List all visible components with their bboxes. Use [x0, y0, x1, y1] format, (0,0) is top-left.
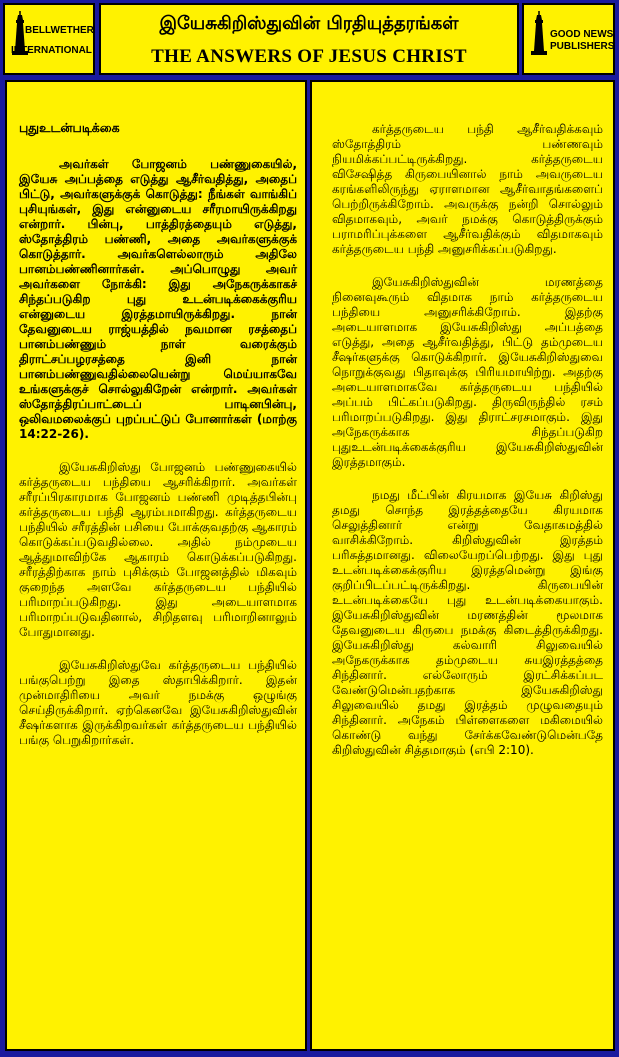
logo-line-2: INTERNATIONAL	[11, 45, 92, 56]
right-column	[310, 80, 615, 1051]
scripture-quote-paragraph: அவர்கள் போஜனம் பண்ணுகையில், இயேசு அப்பத்தை எடுத்து ஆசீர்வதித்து, அதைப் பிட்டு, அவர்களுக்குக் கொடுத்து: நீங்கள் வாங்கிப் புசியுங்கள், இது என்னுடைய சரீரமாயிருக்கிறது என்றார். பின்பு, பாத்திரத்தையும் எடுத்து, ஸ்தோத்திரம் பண்ணி, அதை அவர்களுக்குக் கொடுத்தார். அவர்களெல்லாரும் அதிலே பானம்பண்ணினார்கள். அப்பொழுது அவர் அவர்களை நோக்கி: இது அநேகருக்காகச் சிந்தப்படுகிற புது உடன்படிக்கைக்குரிய என்னுடைய இரத்தமாயிருக்கிறது. நான் தேவனுடைய ராஜ்யத்தில் நவமான ரசத்தைப் பானம்பண்ணும் நாள் வரைக்கும் திராட்சப்பழரசத்தை இனி நான் பானம்பண்ணுவதில்லையென்று மெய்யாகவே உங்களுக்குச் சொல்லுகிறேன் என்றார். அவர்கள் ஸ்தோத்திரப்பாட்டைப் பாடினபின்பு, ஒலிவமலைக்குப் புறப்பட்டுப் போனார்கள் (மாற்கு 14:22-26).	[19, 157, 297, 441]
page-header	[0, 0, 619, 80]
body-paragraph: இயேசுகிறிஸ்துவே கர்த்தருடைய பந்தியில் பங்குபெற்று இதை ஸ்தாபிக்கிறார். இதன் முன்மாதிரியை அவர் நமக்கு ஒழுங்கு செய்திருக்கிறார். ஏற்கெனவே இயேசுகிறிஸ்துவின் சீஷர்களாக இருக்கிறவர்கள் கர்த்தருடைய பந்தியில் பங்கு பெறுகிறார்கள்.	[19, 658, 297, 747]
body-paragraph: இயேசுகிறிஸ்துவின் மரணத்தை நினைவுகூரும் விதமாக நாம் கர்த்தருடைய பந்தியை அனுசரிக்கிறோம். இதற்கு அடையாளமாக இயேசுகிறிஸ்து அப்பத்தை எடுத்து, அதை ஆசீர்வதித்து, பிட்டு தம்முடைய சீஷர்களுக்கு கொடுக்கிறார். இயேசுகிறிஸ்துவை நொறுக்குவது பிதாவுக்கு பிரியமாயிற்று. அதற்கு அடையாளமாகவே கர்த்தருடைய பந்தியில் அப்பம் பிட்கப்படுகிறது. திருவிருந்தில் ரசம் பரிமாறப்படுகிறது. இது திராட்சரசமாகும். இது அநேகருக்காக சிந்தப்படுகிற புதுஉடன்படிக்கைக்குரிய இயேசுகிறிஸ்துவின் இரத்தமாகும்.	[332, 275, 603, 469]
logo-line-1: BELLWETHER	[25, 25, 94, 36]
logo-line-2: PUBLISHERS	[550, 41, 615, 52]
title-banner	[99, 3, 519, 75]
page-title-tamil: இயேசுகிறிஸ்துவின் பிரதியுத்தரங்கள்	[159, 13, 459, 34]
left-column	[5, 80, 307, 1051]
body-paragraph: கர்த்தருடைய பந்தி ஆசீர்வதிக்கவும் ஸ்தோத்திரம் பண்ணவும் நியமிக்கப்பட்டிருக்கிறது. கர்த்தருடைய விசேஷித்த கிருபையினால் நாம் அவருடைய கரங்களிலிருந்து ஏராளமான ஆசீர்வாதங்களைப் பெற்றிருக்கிறோம். அவருக்கு நன்றி சொல்லும் விதமாகவும், அவர் நமக்கு கொடுத்திருக்கும் பராமரிப்புக்களை ஆசீர்வதிக்கும் விதமாகவும் கர்த்தருடைய பந்தி அனுசரிக்கப்படுகிறது.	[332, 122, 603, 256]
good-news-publishers-logo	[522, 3, 615, 75]
section-heading: புதுஉடன்படிக்கை	[19, 120, 120, 135]
page-title-english: THE ANSWERS OF JESUS CHRIST	[151, 46, 467, 67]
body-paragraph: இயேசுகிறிஸ்து போஜனம் பண்ணுகையில் கர்த்தருடைய பந்தியை ஆசரிக்கிறார். அவர்கள் சரீரப்பிரகாரமாக போஜனம் பண்ணி முடித்தபின்பு கர்த்தருடைய பந்தி ஆரம்பமாகிறது. கர்த்தருடைய பந்தியில் சரீரத்தின் பசியை போக்குவதற்கு ஆகாரம் கொடுக்கப்படுவதில்லை. அதில் நம்முடைய ஆத்துமாவிற்கே ஆகாரம் கொடுக்கப்படுகிறது. சரீரத்திற்காக நாம் புசிக்கும் போஜனத்தில் மிகவும் குறைந்த அளவே கர்த்தருடைய பந்தியில் பரிமாறப்படுகிறது. இது அடையாளமாக பரிமாறப்படுவதினால், சிறிதளவு பரிமாறினாலும் போதுமானது.	[19, 460, 297, 639]
lighthouse-icon	[530, 11, 548, 57]
logo-line-1: GOOD NEWS	[550, 29, 614, 40]
bellwether-logo	[3, 3, 95, 75]
body-paragraph: நமது மீட்பின் கிரயமாக இயேசு கிறிஸ்து தமது சொந்த இரத்தத்தையே கிரயமாக செலுத்தினார் என்று வேதாகமத்தில் வாசிக்கிறோம். கிறிஸ்துவின் இரத்தம் பரிசுத்தமானது. விலையேறப்பெற்றது. இது புது உடன்படிக்கைக்குரிய இரத்தமென்று இங்கு குறிப்பிடப்பட்டிருக்கிறது. கிருபையின் உடன்படிக்கையே புது உடன்படிக்கையாகும். இயேசுகிறிஸ்துவின் மரணத்தின் மூலமாக தேவனுடைய கிருபை நமக்கு கிடைத்திருக்கிறது. இயேசுகிறிஸ்து கல்வாரி சிலுவையில் அநேகருக்காக தம்முடைய சுயஇரத்தத்தை சிந்தினார். எல்லோரும் இரட்சிக்கப்பட வேண்டுமென்பதற்காக இயேசுகிறிஸ்து சிலுவையில் தமது இரத்தம் முழுவதையும் சிந்தினார். அநேகம் பிள்ளைகளை மகிமையில் கொண்டு வந்து சேர்க்கவேண்டுமென்பதே கிறிஸ்துவின் சித்தமாகும் (எபி 2:10).	[332, 488, 603, 757]
